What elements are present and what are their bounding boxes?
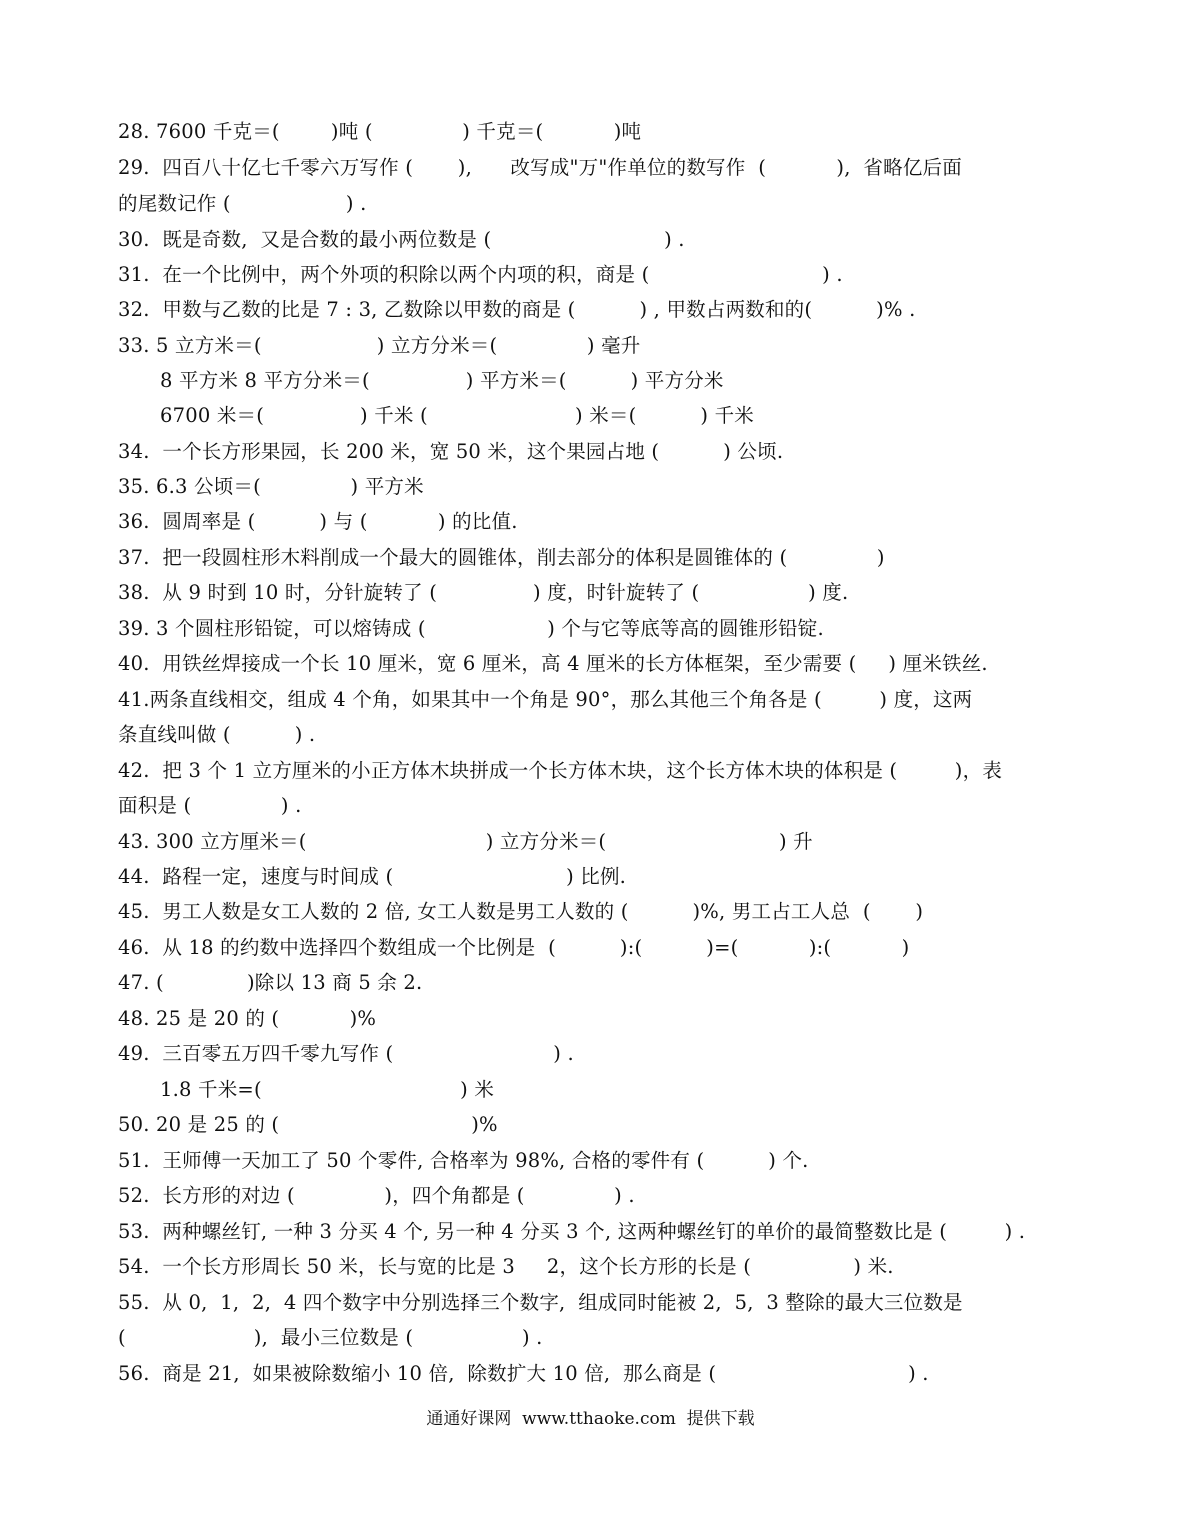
question-37: 37. 把一段圆柱形木料削成一个最大的圆锥体，削去部分的体积是圆锥体的 ( ) [118,546,885,569]
question-45: 45. 男工人数是女工人数的 2 倍, 女工人数是男工人数的 ( )%, 男工占工人总 ( ) [118,900,924,923]
question-40: 40. 用铁丝焊接成一个长 10 厘米，宽 6 厘米，高 4 厘米的长方体框架，至少需要 ( ) 厘米铁丝. [118,652,988,675]
question-34: 34. 一个长方形果园，长 200 米，宽 50 米，这个果园占地 ( ) 公顷. [118,440,784,463]
question-49-part-2: 1.8 千米=( ) 米 [160,1078,495,1101]
question-41-cont: 条直线叫做 ( ) . [118,723,316,746]
question-29-cont: 的尾数记作 ( ) . [118,192,367,215]
question-30: 30. 既是奇数, 又是合数的最小两位数是 ( ) . [118,228,685,251]
question-33: 33. 5 立方米＝( ) 立方分米＝( ) 毫升 [118,334,641,357]
question-33-part-2: 8 平方米 8 平方分米＝( ) 平方米＝( ) 平方分米 [160,369,724,392]
question-53: 53. 两种螺丝钉, 一种 3 分买 4 个, 另一种 4 分买 3 个, 这两种螺丝钉的单价的最简整数比是 ( ) . [118,1220,1026,1243]
question-41: 41.两条直线相交，组成 4 个角，如果其中一个角是 90°，那么其他三个角各是 ( ) 度，这两 [118,688,973,711]
question-31: 31. 在一个比例中，两个外项的积除以两个内项的积，商是 ( ) . [118,263,843,286]
question-48: 48. 25 是 20 的 ( )% [118,1007,377,1030]
question-47: 47. ( )除以 13 商 5 余 2. [118,971,423,994]
question-51: 51. 王师傅一天加工了 50 个零件, 合格率为 98%, 合格的零件有 ( ) 个. [118,1149,809,1172]
question-35: 35. 6.3 公顷＝( ) 平方米 [118,475,424,498]
question-33-part-3: 6700 米＝( ) 千米 ( ) 米＝( ) 千米 [160,404,754,427]
question-54: 54. 一个长方形周长 50 米，长与宽的比是 3 2，这个长方形的长是 ( ) 米. [118,1255,894,1278]
question-56: 56. 商是 21, 如果被除数缩小 10 倍, 除数扩大 10 倍, 那么商是 ( ) . [118,1362,929,1385]
question-50: 50. 20 是 25 的 ( )% [118,1113,498,1136]
question-42: 42. 把 3 个 1 立方厘米的小正方体木块拼成一个长方体木块，这个长方体木块的体积是 ( )，表 [118,759,1003,782]
question-28: 28. 7600 千克＝( )吨 ( ) 千克＝( )吨 [118,120,642,143]
question-39: 39. 3 个圆柱形铅锭，可以熔铸成 ( ) 个与它等底等高的圆锥形铅锭. [118,617,824,640]
question-42-cont: 面积是 ( ) . [118,794,302,817]
question-38: 38. 从 9 时到 10 时，分针旋转了 ( ) 度，时针旋转了 ( ) 度. [118,581,849,604]
question-36: 36. 圆周率是 ( ) 与 ( ) 的比值. [118,510,518,533]
question-55: 55. 从 0, 1, 2, 4 四个数字中分别选择三个数字, 组成同时能被 2, 5, 3 整除的最大三位数是 [118,1291,963,1314]
question-49: 49. 三百零五万四千零九写作 ( ) . [118,1042,574,1065]
question-29: 29. 四百八十亿七千零六万写作 ( ), 改写成"万"作单位的数写作 ( ), 省略亿后面 [118,156,962,179]
question-44: 44. 路程一定，速度与时间成 ( ) 比例. [118,865,627,888]
question-32: 32. 甲数与乙数的比是 7 : 3, 乙数除以甲数的商是 ( ) , 甲数占两数和的( )% . [118,298,916,321]
question-46: 46. 从 18 的约数中选择四个数组成一个比例是 ( ):( )=( ):( ) [118,936,910,959]
question-43: 43. 300 立方厘米＝( ) 立方分米＝( ) 升 [118,830,813,853]
question-55-cont: ( ), 最小三位数是 ( ) . [118,1326,543,1349]
question-52: 52. 长方形的对边 ( )，四个角都是 ( ) . [118,1184,635,1207]
page-footer: 通通好课网 www.tthaoke.com 提供下载 [426,1409,755,1429]
